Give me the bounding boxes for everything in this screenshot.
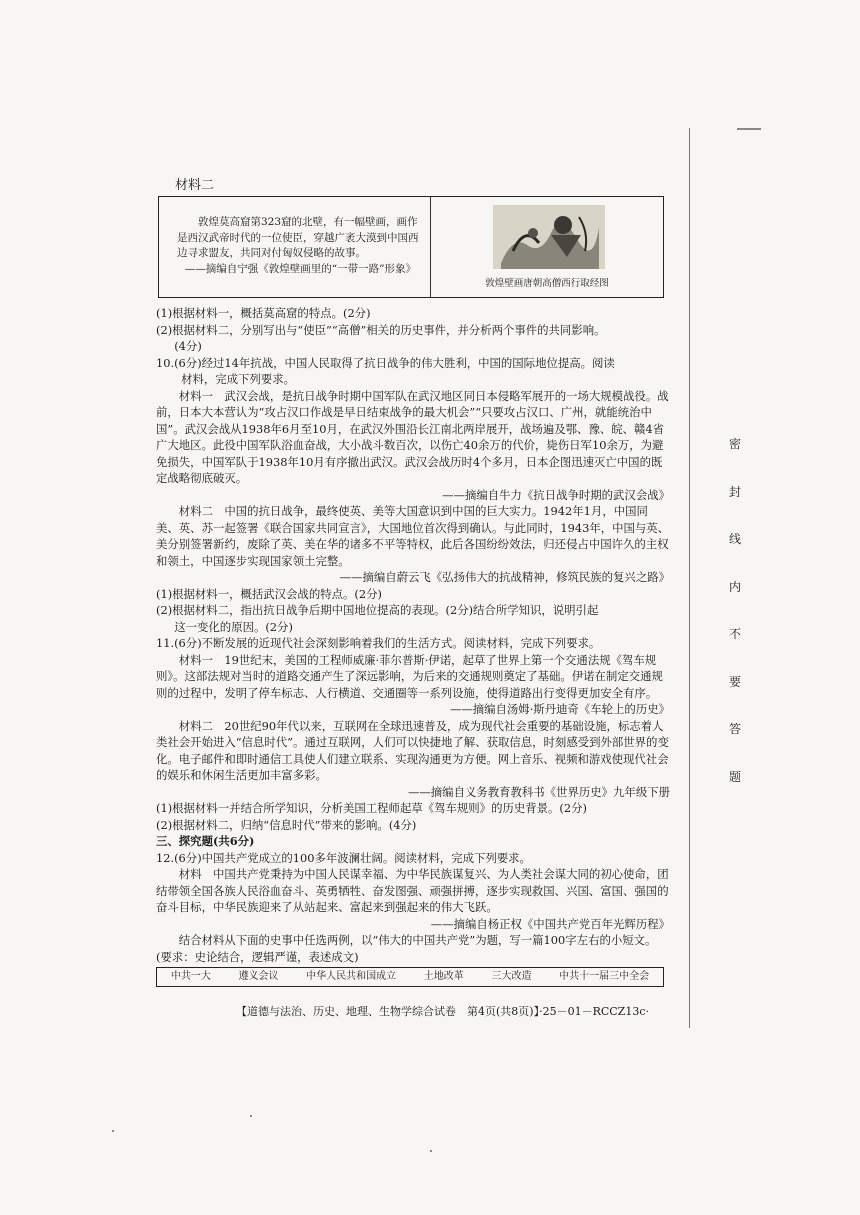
material2-text-line: 边寻求盟友，共同对付匈奴侵略的故事。 (177, 247, 366, 259)
material2-text-line: 敦煌莫高窟第323窟的北壁，有一幅壁画，画作 (198, 216, 418, 228)
q10-part2-cont: 这一变化的原因。(2分) (174, 619, 293, 634)
section3-heading: 三、探究题(共6分) (156, 834, 255, 848)
q10-material1-source: ——摘编自牛力《抗日战争时期的武汉会战》 (442, 487, 670, 502)
scan-speck (112, 1130, 114, 1132)
mural-image (493, 205, 605, 269)
q9-part2: (2)根据材料二，分别写出与“使臣”“高僧”相关的历史事件，并分析两个事件的共同影响。 (156, 322, 606, 337)
seal-char: 线 (728, 532, 741, 546)
material2-box (158, 196, 664, 298)
page-footer: 【道德与法治、历史、地理、生物学综合试卷 第4页(共8页)】·25－01－RCCZ13c· (236, 1005, 649, 1018)
material2-image-cell (431, 197, 663, 297)
event-item: 遵义会议 (238, 971, 279, 982)
q10-material2: 材料二 中国的抗日战争，最终使英、美等大国意识到中国的巨大实力。1942年1月，中国同美、英、苏一起签署《联合国家共同宣言》，大国地位首次得到确认。与此同时，1943年，中国与英、美分别签署新约，废除了英、美在华的诸多不平等特权，此后各国纷纷效法，归还侵占中国许久的主权和领土，中国逐步实现国家领土完整。 (156, 504, 670, 568)
q11-material1: 材料一 19世纪末，美国的工程师威廉·菲尔普斯·伊诺，起草了世界上第一个交通法规《驾车规则》。这部法规对当时的道路交通产生了深远影响，为后来的交通规则奠定了基础。伊诺在制定交通规则的过程中，发明了停车标志、人行横道、交通圈等一系列设施，使得道路出行变得更加安全有序。 (156, 652, 663, 700)
q10-part2: (2)根据材料二，指出抗日战争后期中国地位提高的表现。(2分)结合所学知识，说明引起 (156, 603, 599, 617)
scan-speck (430, 1150, 432, 1152)
q12-event-table (156, 967, 664, 987)
event-item: 中共十一届三中全会 (559, 971, 650, 982)
q11-stem: 11.(6分)不断发展的近现代社会深刻影响着我们的生活方式。阅读材料，完成下列要求。 (156, 636, 601, 650)
event-item: 中共一大 (170, 971, 211, 982)
seal-char: 不 (728, 627, 741, 641)
seal-char: 密 (728, 437, 741, 451)
event-item: 中华人民共和国成立 (306, 971, 397, 982)
event-item: 土地改革 (423, 971, 464, 982)
q11-material2-source: ——摘编自义务教育教科书《世界历史》九年级下册 (408, 784, 670, 799)
q10-part1: (1)根据材料一，概括武汉会战的特点。(2分) (156, 586, 382, 601)
q11-material1-source: ——摘编自汤姆·斯丹迪奇《车轮上的历史》 (449, 702, 670, 716)
seal-char: 答 (728, 722, 741, 736)
material2-heading: 材料二 (175, 178, 215, 193)
q12-task: 结合材料从下面的史事中任选两例，以“伟大的中国共产党”为题，写一篇100字左右的小短文。(要求：史论结合，逻辑严谨，表述成文) (156, 933, 657, 964)
mural-caption: 敦煌壁画唐朝高僧西行取经图 (485, 278, 609, 289)
seal-char: 要 (728, 674, 741, 689)
seal-char: 封 (728, 484, 741, 499)
q9-part2-cont: (4分) (174, 339, 202, 353)
q11-material2: 材料二 20世纪90年代以来，互联网在全球迅速普及，成为现代社会重要的基础设施，标志着人类社会开始进入“信息时代”。通过互联网，人们可以快捷地了解、获取信息，时刻感受到外部世界的变化。电子邮件和即时通信工具使人们建立联系、实现沟通更为方便。网上音乐、视频和游戏使现代社会的娱乐和休闲生活更加丰富多彩。 (156, 718, 669, 782)
material2-text-line: 是西汉武帝时代的一位使臣，穿越广袤大漠到中国西 (177, 231, 419, 244)
q10-material1: 材料一 武汉会战，是抗日战争时期中国军队在武汉地区同日本侵略军展开的一场大规模战役。战前，日本大本营认为“攻占汉口作战是早日结束战争的最大机会”“只要攻占汉口、广州，就能统治中国”。武汉会战从1938年6月至10月，在武汉外围沿长江南北两岸展开，战场遍及鄂、豫、皖、赣4省广大地区。此役中国军队浴血奋战，大小战斗数百次，以伤亡40余万的代价，毙伤日军10余万，为避免损失，中国军队于1938年10月有序撤出武汉。武汉会战历时4个多月，日本企图迅速灭亡中国的既定战略彻底破灭。 (156, 388, 669, 485)
margin-tick (737, 128, 761, 130)
q12-material-source: ——摘编自杨正权《中国共产党百年光辉历程》 (430, 916, 670, 931)
q11-part2: (2)根据材料二，归纳“信息时代”带来的影响。(4分) (156, 817, 417, 832)
question-body (156, 305, 670, 987)
q10-stem-cont: 材料，完成下列要求。 (181, 372, 295, 386)
material2-source: ——摘编自宁强《敦煌壁画里的“一带一路”形象》 (184, 262, 416, 275)
q10-material2-source: ——摘编自蔚云飞《弘扬伟大的抗战精神，修筑民族的复兴之路》 (339, 570, 670, 584)
binding-margin-rule (689, 128, 690, 1028)
seal-char: 题 (728, 769, 741, 784)
seal-char: 内 (728, 579, 741, 594)
q9-part1: (1)根据材料一，概括莫高窟的特点。(2分) (156, 306, 371, 320)
scan-speck (250, 1115, 252, 1117)
q10-stem: 10.(6分)经过14年抗战，中国人民取得了抗日战争的伟大胜利，中国的国际地位提高。阅读 (156, 355, 615, 370)
q11-part1: (1)根据材料一并结合所学知识，分析美国工程师起草《驾车规则》的历史背景。(2分) (156, 801, 587, 815)
seal-line-notice (726, 435, 744, 815)
q12-stem: 12.(6分)中国共产党成立的100多年波澜壮阔。阅读材料，完成下列要求。 (156, 850, 531, 865)
event-item: 三大改造 (491, 971, 532, 982)
material2-text-cell (159, 197, 431, 297)
q12-material: 材料 中国共产党秉持为中国人民谋幸福、为中华民族谋复兴、为人类社会谋大同的初心使命，团结带领全国各族人民浴血奋斗、英勇牺牲、奋发图强、顽强拼搏，逐步实现救国、兴国、富国、强国的奋斗目标，中华民族迎来了从站起来、富起来到强起来的伟大飞跃。 (156, 867, 669, 914)
